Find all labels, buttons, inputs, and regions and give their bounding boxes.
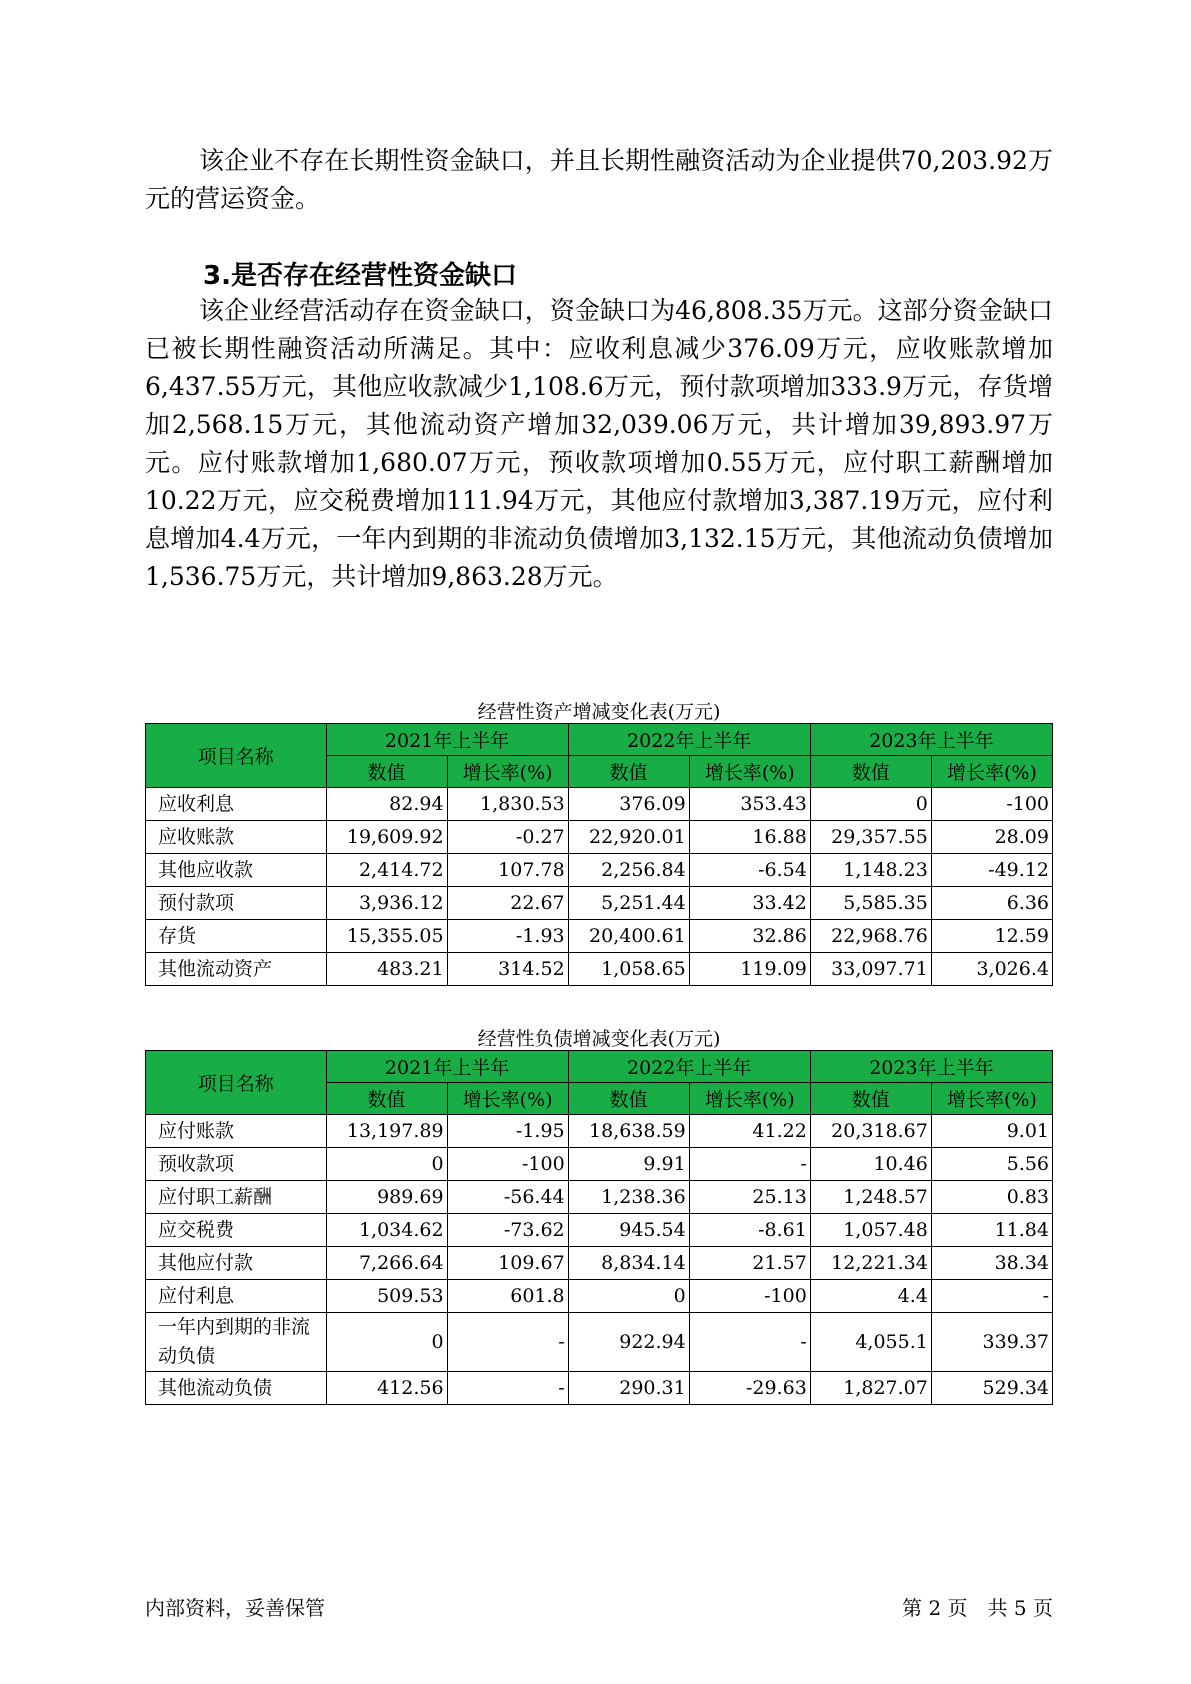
growth-rate-header: 增长率(%)	[689, 1083, 810, 1115]
asset-change-table	[145, 723, 1053, 986]
row-item-name: 应付职工薪酬	[146, 1181, 327, 1214]
value-cell: 82.94	[326, 788, 447, 821]
period-header: 2023年上半年	[810, 724, 1052, 756]
row-item-name: 其他流动负债	[146, 1372, 327, 1405]
value-cell: 19,609.92	[326, 821, 447, 854]
growth-rate-cell: -	[447, 1372, 568, 1405]
period-header: 2021年上半年	[326, 724, 568, 756]
value-cell: 1,148.23	[810, 854, 931, 887]
growth-rate-header: 增长率(%)	[689, 756, 810, 788]
table1-caption: 经营性资产增减变化表(万元)	[477, 701, 721, 723]
row-item-name: 其他应收款	[146, 854, 327, 887]
table-row	[146, 1247, 1053, 1280]
row-item-name: 存货	[146, 920, 327, 953]
growth-rate-header: 增长率(%)	[931, 1083, 1052, 1115]
growth-rate-cell: 107.78	[447, 854, 568, 887]
row-item-name: 预付款项	[146, 887, 327, 920]
value-cell: 0	[568, 1280, 689, 1313]
growth-rate-cell: -1.93	[447, 920, 568, 953]
table-row	[146, 953, 1053, 986]
table-row	[146, 1280, 1053, 1313]
growth-rate-cell: -100	[931, 788, 1052, 821]
value-cell: 1,058.65	[568, 953, 689, 986]
growth-rate-cell: 12.59	[931, 920, 1052, 953]
growth-rate-cell: 529.34	[931, 1372, 1052, 1405]
value-cell: 989.69	[326, 1181, 447, 1214]
value-cell: 945.54	[568, 1214, 689, 1247]
value-cell: 10.46	[810, 1148, 931, 1181]
value-cell: 922.94	[568, 1313, 689, 1372]
row-item-name: 应收账款	[146, 821, 327, 854]
growth-rate-header: 增长率(%)	[447, 1083, 568, 1115]
growth-rate-cell: 0.83	[931, 1181, 1052, 1214]
value-cell: 1,057.48	[810, 1214, 931, 1247]
item-name-header: 项目名称	[146, 1051, 327, 1115]
row-item-name: 应付利息	[146, 1280, 327, 1313]
table-row	[146, 1214, 1053, 1247]
growth-rate-cell: -29.63	[689, 1372, 810, 1405]
value-cell: 20,318.67	[810, 1115, 931, 1148]
period-header: 2022年上半年	[568, 724, 810, 756]
value-cell: 290.31	[568, 1372, 689, 1405]
table-row	[146, 788, 1053, 821]
growth-rate-cell: 32.86	[689, 920, 810, 953]
table-row	[146, 1148, 1053, 1181]
value-cell: 20,400.61	[568, 920, 689, 953]
value-cell: 2,414.72	[326, 854, 447, 887]
table-row	[146, 920, 1053, 953]
table-row	[146, 1115, 1053, 1148]
value-cell: 4,055.1	[810, 1313, 931, 1372]
value-cell: 5,585.35	[810, 887, 931, 920]
value-header: 数值	[568, 1083, 689, 1115]
value-header: 数值	[810, 1083, 931, 1115]
value-cell: 3,936.12	[326, 887, 447, 920]
value-cell: 1,034.62	[326, 1214, 447, 1247]
value-cell: 8,834.14	[568, 1247, 689, 1280]
growth-rate-cell: -1.95	[447, 1115, 568, 1148]
growth-rate-cell: -	[931, 1280, 1052, 1313]
footer-page-number: 第 2 页 共 5 页	[902, 1596, 1053, 1620]
growth-rate-cell: -	[689, 1313, 810, 1372]
value-cell: 0	[326, 1148, 447, 1181]
growth-rate-cell: 25.13	[689, 1181, 810, 1214]
growth-rate-cell: 1,830.53	[447, 788, 568, 821]
row-item-name: 应收利息	[146, 788, 327, 821]
liability-change-table	[145, 1050, 1053, 1405]
table-row	[146, 1181, 1053, 1214]
value-cell: 9.91	[568, 1148, 689, 1181]
section-heading: 3.是否存在经营性资金缺口	[203, 261, 517, 291]
value-cell: 5,251.44	[568, 887, 689, 920]
row-item-name: 一年内到期的非流动负债	[146, 1313, 327, 1372]
growth-rate-cell: 109.67	[447, 1247, 568, 1280]
row-item-name: 其他应付款	[146, 1247, 327, 1280]
value-cell: 29,357.55	[810, 821, 931, 854]
growth-rate-cell: 38.34	[931, 1247, 1052, 1280]
value-cell: 13,197.89	[326, 1115, 447, 1148]
period-header: 2022年上半年	[568, 1051, 810, 1083]
growth-rate-cell: 6.36	[931, 887, 1052, 920]
growth-rate-cell: 41.22	[689, 1115, 810, 1148]
growth-rate-cell: -100	[447, 1148, 568, 1181]
value-cell: 1,248.57	[810, 1181, 931, 1214]
growth-rate-cell: 21.57	[689, 1247, 810, 1280]
growth-rate-cell: 5.56	[931, 1148, 1052, 1181]
value-cell: 7,266.64	[326, 1247, 447, 1280]
growth-rate-cell: -56.44	[447, 1181, 568, 1214]
row-item-name: 其他流动资产	[146, 953, 327, 986]
value-header: 数值	[810, 756, 931, 788]
growth-rate-cell: -	[447, 1313, 568, 1372]
value-cell: 33,097.71	[810, 953, 931, 986]
growth-rate-cell: -100	[689, 1280, 810, 1313]
value-cell: 509.53	[326, 1280, 447, 1313]
growth-rate-cell: 9.01	[931, 1115, 1052, 1148]
body-paragraph: 该企业经营活动存在资金缺口，资金缺口为46,808.35万元。这部分资金缺口已被长期性融资活动所满足。其中：应收利息减少376.09万元，应收账款增加6,437.55万元，其他应收款减少1,108.6万元，预付款项增加333.9万元，存货增加2,568.15万元，其他流动资产增加32,039.06万元，共计增加39,893.97万元。应付账款增加1,680.07万元，预收款项增加0.55万元，应付职工薪酬增加10.22万元，应交税费增加111.94万元，其他应付款增加3,387.19万元，应付利息增加4.4万元，一年内到期的非流动负债增加3,132.15万元，其他流动负债增加1,536.75万元，共计增加9,863.28万元。	[145, 296, 1053, 591]
growth-rate-cell: 3,026.4	[931, 953, 1052, 986]
value-cell: 2,256.84	[568, 854, 689, 887]
value-cell: 22,968.76	[810, 920, 931, 953]
period-header: 2023年上半年	[810, 1051, 1052, 1083]
value-cell: 0	[326, 1313, 447, 1372]
value-cell: 15,355.05	[326, 920, 447, 953]
value-cell: 1,238.36	[568, 1181, 689, 1214]
growth-rate-cell: 33.42	[689, 887, 810, 920]
table-row	[146, 887, 1053, 920]
value-cell: 483.21	[326, 953, 447, 986]
period-header: 2021年上半年	[326, 1051, 568, 1083]
growth-rate-cell: -49.12	[931, 854, 1052, 887]
footer-confidential-note: 内部资料，妥善保管	[145, 1596, 325, 1620]
growth-rate-cell: -8.61	[689, 1214, 810, 1247]
growth-rate-cell: 119.09	[689, 953, 810, 986]
value-cell: 4.4	[810, 1280, 931, 1313]
value-cell: 12,221.34	[810, 1247, 931, 1280]
value-header: 数值	[326, 756, 447, 788]
growth-rate-cell: 28.09	[931, 821, 1052, 854]
value-cell: 0	[810, 788, 931, 821]
value-cell: 18,638.59	[568, 1115, 689, 1148]
growth-rate-header: 增长率(%)	[931, 756, 1052, 788]
table-row	[146, 854, 1053, 887]
table-row	[146, 821, 1053, 854]
growth-rate-cell: 314.52	[447, 953, 568, 986]
growth-rate-cell: -73.62	[447, 1214, 568, 1247]
value-header: 数值	[326, 1083, 447, 1115]
growth-rate-cell: 22.67	[447, 887, 568, 920]
table-row	[146, 1372, 1053, 1405]
item-name-header: 项目名称	[146, 724, 327, 788]
growth-rate-cell: -6.54	[689, 854, 810, 887]
row-item-name: 应交税费	[146, 1214, 327, 1247]
growth-rate-cell: 339.37	[931, 1313, 1052, 1372]
growth-rate-cell: 601.8	[447, 1280, 568, 1313]
table-row	[146, 1313, 1053, 1372]
growth-rate-cell: -	[689, 1148, 810, 1181]
growth-rate-cell: 16.88	[689, 821, 810, 854]
value-cell: 1,827.07	[810, 1372, 931, 1405]
value-cell: 22,920.01	[568, 821, 689, 854]
table2-caption: 经营性负债增减变化表(万元)	[477, 1028, 721, 1050]
value-cell: 412.56	[326, 1372, 447, 1405]
growth-rate-cell: -0.27	[447, 821, 568, 854]
value-cell: 376.09	[568, 788, 689, 821]
growth-rate-cell: 11.84	[931, 1214, 1052, 1247]
growth-rate-cell: 353.43	[689, 788, 810, 821]
growth-rate-header: 增长率(%)	[447, 756, 568, 788]
row-item-name: 预收款项	[146, 1148, 327, 1181]
row-item-name: 应付账款	[146, 1115, 327, 1148]
value-header: 数值	[568, 756, 689, 788]
intro-paragraph: 该企业不存在长期性资金缺口，并且长期性融资活动为企业提供70,203.92万元的营运资金。	[145, 146, 1053, 213]
